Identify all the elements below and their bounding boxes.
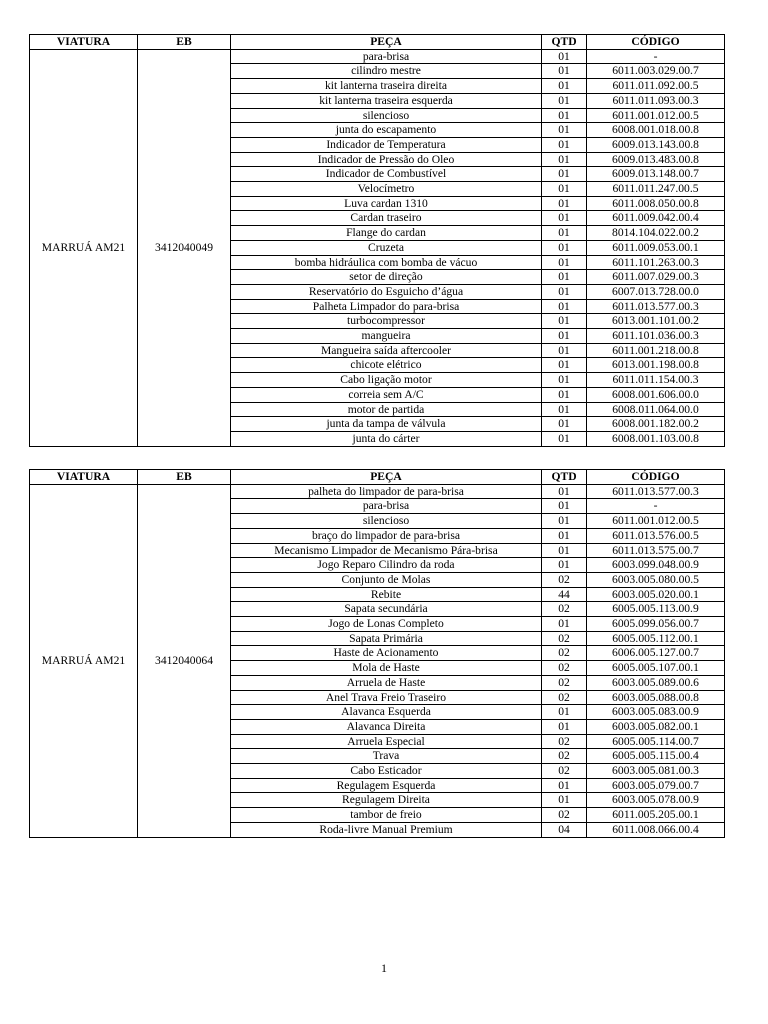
codigo-cell: 6011.011.247.00.5: [587, 182, 725, 197]
qtd-cell: 01: [542, 108, 587, 123]
peca-cell: chicote elétrico: [231, 358, 542, 373]
codigo-cell: 6008.001.606.00.0: [587, 387, 725, 402]
table-header-row: [30, 470, 725, 485]
codigo-cell: 6011.005.205.00.1: [587, 808, 725, 823]
peca-cell: setor de direção: [231, 270, 542, 285]
eb-cell: 3412040049: [138, 49, 231, 446]
qtd-cell: 01: [542, 226, 587, 241]
peca-cell: Reservatório do Esguicho d’água: [231, 284, 542, 299]
qtd-cell: 02: [542, 734, 587, 749]
qtd-cell: 02: [542, 690, 587, 705]
peca-cell: Palheta Limpador do para-brisa: [231, 299, 542, 314]
peca-cell: Cabo ligação motor: [231, 373, 542, 388]
codigo-cell: 6008.001.018.00.8: [587, 123, 725, 138]
header-eb: EB: [138, 35, 231, 50]
peca-cell: bomba hidráulica com bomba de vácuo: [231, 255, 542, 270]
peca-cell: Mola de Haste: [231, 661, 542, 676]
qtd-cell: 01: [542, 343, 587, 358]
peca-cell: kit lanterna traseira direita: [231, 79, 542, 94]
peca-cell: junta do escapamento: [231, 123, 542, 138]
codigo-cell: 6011.003.029.00.7: [587, 64, 725, 79]
codigo-cell: 6006.005.127.00.7: [587, 646, 725, 661]
peca-cell: para-brisa: [231, 499, 542, 514]
codigo-cell: 6007.013.728.00.0: [587, 284, 725, 299]
peca-cell: Sapata secundária: [231, 602, 542, 617]
peca-cell: tambor de freio: [231, 808, 542, 823]
qtd-cell: 01: [542, 79, 587, 94]
codigo-cell: -: [587, 49, 725, 64]
header-codigo: CÓDIGO: [587, 470, 725, 485]
table-row: [30, 49, 725, 64]
codigo-cell: 6011.001.218.00.8: [587, 343, 725, 358]
qtd-cell: 01: [542, 617, 587, 632]
codigo-cell: 8014.104.022.00.2: [587, 226, 725, 241]
codigo-cell: 6009.013.143.00.8: [587, 137, 725, 152]
qtd-cell: 01: [542, 484, 587, 499]
qtd-cell: 01: [542, 793, 587, 808]
codigo-cell: 6011.013.576.00.5: [587, 528, 725, 543]
peca-cell: kit lanterna traseira esquerda: [231, 93, 542, 108]
qtd-cell: 01: [542, 255, 587, 270]
codigo-cell: 6011.011.092.00.5: [587, 79, 725, 94]
peca-cell: Indicador de Combustível: [231, 167, 542, 182]
codigo-cell: 6005.005.107.00.1: [587, 661, 725, 676]
peca-cell: palheta do limpador de para-brisa: [231, 484, 542, 499]
peca-cell: Jogo Reparo Cilindro da roda: [231, 558, 542, 573]
codigo-cell: 6003.005.078.00.9: [587, 793, 725, 808]
codigo-cell: 6003.005.020.00.1: [587, 587, 725, 602]
peca-cell: Cabo Esticador: [231, 764, 542, 779]
peca-cell: Alavanca Esquerda: [231, 705, 542, 720]
peca-cell: Mecanismo Limpador de Mecanismo Pára-brisa: [231, 543, 542, 558]
peca-cell: Velocímetro: [231, 182, 542, 197]
qtd-cell: 01: [542, 329, 587, 344]
table-header-row: [30, 35, 725, 50]
qtd-cell: 02: [542, 675, 587, 690]
qtd-cell: 01: [542, 64, 587, 79]
peca-cell: mangueira: [231, 329, 542, 344]
codigo-cell: 6003.005.089.00.6: [587, 675, 725, 690]
qtd-cell: 01: [542, 528, 587, 543]
peca-cell: silencioso: [231, 514, 542, 529]
table-body: [30, 484, 725, 837]
peca-cell: Conjunto de Molas: [231, 572, 542, 587]
peca-cell: junta do cárter: [231, 431, 542, 446]
table-row: [30, 484, 725, 499]
qtd-cell: 02: [542, 646, 587, 661]
peca-cell: Luva cardan 1310: [231, 196, 542, 211]
peca-cell: Arruela de Haste: [231, 675, 542, 690]
qtd-cell: 02: [542, 764, 587, 779]
peca-cell: silencioso: [231, 108, 542, 123]
codigo-cell: -: [587, 499, 725, 514]
header-codigo: CÓDIGO: [587, 35, 725, 50]
qtd-cell: 04: [542, 822, 587, 837]
codigo-cell: 6005.099.056.00.7: [587, 617, 725, 632]
qtd-cell: 01: [542, 358, 587, 373]
codigo-cell: 6003.005.083.00.9: [587, 705, 725, 720]
qtd-cell: 01: [542, 152, 587, 167]
codigo-cell: 6003.005.082.00.1: [587, 719, 725, 734]
qtd-cell: 01: [542, 373, 587, 388]
qtd-cell: 02: [542, 631, 587, 646]
codigo-cell: 6003.005.079.00.7: [587, 778, 725, 793]
peca-cell: Regulagem Direita: [231, 793, 542, 808]
qtd-cell: 01: [542, 284, 587, 299]
peca-cell: braço do limpador de para-brisa: [231, 528, 542, 543]
header-eb: EB: [138, 470, 231, 485]
codigo-cell: 6011.007.029.00.3: [587, 270, 725, 285]
codigo-cell: 6011.101.036.00.3: [587, 329, 725, 344]
qtd-cell: 44: [542, 587, 587, 602]
qtd-cell: 01: [542, 543, 587, 558]
codigo-cell: 6013.001.198.00.8: [587, 358, 725, 373]
qtd-cell: 01: [542, 182, 587, 197]
qtd-cell: 01: [542, 299, 587, 314]
qtd-cell: 01: [542, 719, 587, 734]
qtd-cell: 01: [542, 240, 587, 255]
qtd-cell: 01: [542, 167, 587, 182]
viatura-cell: MARRUÁ AM21: [30, 49, 138, 446]
viatura-cell: MARRUÁ AM21: [30, 484, 138, 837]
qtd-cell: 01: [542, 402, 587, 417]
qtd-cell: 01: [542, 387, 587, 402]
peca-cell: Mangueira saída aftercooler: [231, 343, 542, 358]
peca-cell: Roda-livre Manual Premium: [231, 822, 542, 837]
codigo-cell: 6005.005.112.00.1: [587, 631, 725, 646]
header-peca: PEÇA: [231, 35, 542, 50]
qtd-cell: 01: [542, 196, 587, 211]
parts-table-1: [29, 34, 725, 447]
qtd-cell: 01: [542, 705, 587, 720]
qtd-cell: 01: [542, 49, 587, 64]
qtd-cell: 02: [542, 661, 587, 676]
codigo-cell: 6011.011.154.00.3: [587, 373, 725, 388]
qtd-cell: 01: [542, 211, 587, 226]
qtd-cell: 01: [542, 558, 587, 573]
page-number: 1: [381, 961, 387, 975]
header-peca: PEÇA: [231, 470, 542, 485]
peca-cell: Indicador de Temperatura: [231, 137, 542, 152]
peca-cell: Arruela Especial: [231, 734, 542, 749]
qtd-cell: 01: [542, 514, 587, 529]
qtd-cell: 01: [542, 137, 587, 152]
qtd-cell: 02: [542, 572, 587, 587]
codigo-cell: 6011.009.042.00.4: [587, 211, 725, 226]
qtd-cell: 01: [542, 417, 587, 432]
codigo-cell: 6011.101.263.00.3: [587, 255, 725, 270]
peca-cell: para-brisa: [231, 49, 542, 64]
peca-cell: junta da tampa de válvula: [231, 417, 542, 432]
header-qtd: QTD: [542, 470, 587, 485]
codigo-cell: 6005.005.113.00.9: [587, 602, 725, 617]
codigo-cell: 6003.005.080.00.5: [587, 572, 725, 587]
codigo-cell: 6013.001.101.00.2: [587, 314, 725, 329]
codigo-cell: 6008.011.064.00.0: [587, 402, 725, 417]
peca-cell: Flange do cardan: [231, 226, 542, 241]
peca-cell: Trava: [231, 749, 542, 764]
peca-cell: cilindro mestre: [231, 64, 542, 79]
peca-cell: Alavanca Direita: [231, 719, 542, 734]
peca-cell: motor de partida: [231, 402, 542, 417]
qtd-cell: 01: [542, 778, 587, 793]
qtd-cell: 01: [542, 499, 587, 514]
codigo-cell: 6009.013.483.00.8: [587, 152, 725, 167]
codigo-cell: 6011.009.053.00.1: [587, 240, 725, 255]
eb-cell: 3412040064: [138, 484, 231, 837]
codigo-cell: 6011.001.012.00.5: [587, 108, 725, 123]
header-qtd: QTD: [542, 35, 587, 50]
codigo-cell: 6008.001.182.00.2: [587, 417, 725, 432]
peca-cell: Jogo de Lonas Completo: [231, 617, 542, 632]
peca-cell: Haste de Acionamento: [231, 646, 542, 661]
qtd-cell: 02: [542, 602, 587, 617]
table-body: [30, 49, 725, 446]
codigo-cell: 6003.099.048.00.9: [587, 558, 725, 573]
codigo-cell: 6011.008.050.00.8: [587, 196, 725, 211]
codigo-cell: 6003.005.081.00.3: [587, 764, 725, 779]
parts-table-2: [29, 469, 725, 838]
peca-cell: Indicador de Pressão do Oleo: [231, 152, 542, 167]
codigo-cell: 6003.005.088.00.8: [587, 690, 725, 705]
qtd-cell: 02: [542, 808, 587, 823]
peca-cell: Rebite: [231, 587, 542, 602]
codigo-cell: 6011.001.012.00.5: [587, 514, 725, 529]
qtd-cell: 01: [542, 123, 587, 138]
qtd-cell: 01: [542, 431, 587, 446]
header-viatura: VIATURA: [30, 35, 138, 50]
codigo-cell: 6005.005.114.00.7: [587, 734, 725, 749]
peca-cell: Sapata Primária: [231, 631, 542, 646]
qtd-cell: 01: [542, 314, 587, 329]
qtd-cell: 02: [542, 749, 587, 764]
peca-cell: Regulagem Esquerda: [231, 778, 542, 793]
codigo-cell: 6009.013.148.00.7: [587, 167, 725, 182]
peca-cell: Cardan traseiro: [231, 211, 542, 226]
qtd-cell: 01: [542, 93, 587, 108]
codigo-cell: 6011.013.575.00.7: [587, 543, 725, 558]
peca-cell: Cruzeta: [231, 240, 542, 255]
codigo-cell: 6005.005.115.00.4: [587, 749, 725, 764]
codigo-cell: 6011.013.577.00.3: [587, 299, 725, 314]
header-viatura: VIATURA: [30, 470, 138, 485]
codigo-cell: 6008.001.103.00.8: [587, 431, 725, 446]
codigo-cell: 6011.013.577.00.3: [587, 484, 725, 499]
peca-cell: correia sem A/C: [231, 387, 542, 402]
peca-cell: Anel Trava Freio Traseiro: [231, 690, 542, 705]
peca-cell: turbocompressor: [231, 314, 542, 329]
codigo-cell: 6011.008.066.00.4: [587, 822, 725, 837]
codigo-cell: 6011.011.093.00.3: [587, 93, 725, 108]
qtd-cell: 01: [542, 270, 587, 285]
